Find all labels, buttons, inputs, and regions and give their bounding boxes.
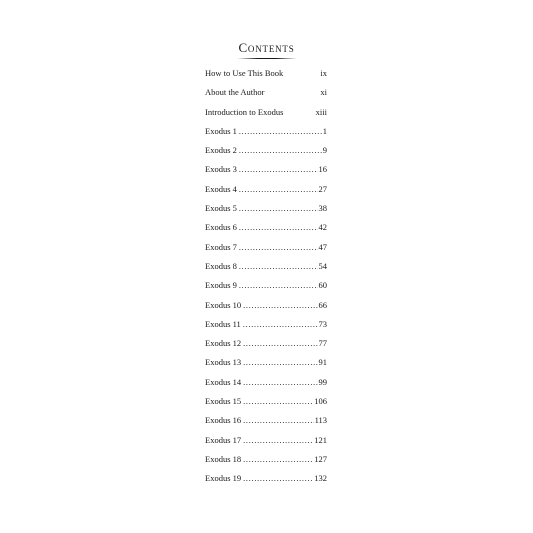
toc-entry-page-number: 77 (318, 338, 327, 349)
toc-entry (205, 68, 327, 87)
title-underline (237, 58, 297, 59)
toc-dot-leader (239, 165, 318, 175)
toc-entry-page-number: 38 (318, 203, 327, 214)
toc-dot-leader (239, 185, 318, 195)
toc-entry (205, 145, 327, 164)
toc-entry (205, 126, 327, 145)
toc-dot-leader (239, 262, 318, 272)
toc-entry-label: Exodus 9 (205, 280, 237, 291)
toc-dot-leader (243, 339, 317, 349)
toc-entry (205, 473, 327, 492)
toc-entry-label: Exodus 4 (205, 183, 237, 194)
toc-entry-page-number: 16 (318, 164, 327, 175)
toc-entry (205, 396, 327, 415)
toc-entry (205, 415, 327, 434)
toc-dot-leader (239, 243, 318, 253)
toc-entry-label: Exodus 12 (205, 338, 242, 349)
toc-entry-label: Exodus 3 (205, 164, 237, 175)
toc-entry (205, 87, 327, 106)
toc-entry-label: Exodus 16 (205, 415, 242, 426)
toc-dot-leader (239, 204, 318, 214)
toc-entry (205, 319, 327, 338)
toc-entry-page-number: 54 (318, 260, 327, 271)
toc-entry-label: Exodus 11 (205, 318, 241, 329)
toc-entry-label: Exodus 1 (205, 125, 237, 136)
toc-entry-page-number: 66 (318, 299, 327, 310)
toc-entry (205, 435, 327, 454)
toc-entry-page-number: 113 (314, 415, 327, 426)
toc-entry-label: Exodus 17 (205, 434, 242, 445)
toc-entry-label: Exodus 2 (205, 145, 237, 156)
toc-entry (205, 261, 327, 280)
toc-entry-label: Exodus 10 (205, 299, 242, 310)
toc-dot-leader (243, 416, 313, 426)
toc-dot-leader (243, 301, 317, 311)
toc-entry-label: Introduction to Exodus (205, 106, 284, 117)
toc-entry-page-number: xiii (315, 106, 327, 117)
toc-entry (205, 377, 327, 396)
toc-entry-page-number: 27 (318, 183, 327, 194)
toc-entry-label: How to Use This Book (205, 68, 284, 78)
toc-entry-page-number: 132 (314, 473, 327, 484)
toc-entry-page-number: 106 (314, 396, 327, 407)
toc-entry (205, 300, 327, 319)
toc-entry-label: Exodus 7 (205, 241, 237, 252)
toc-entry (205, 338, 327, 357)
toc-entry-page-number: ix (320, 68, 327, 78)
toc-entry-label: About the Author (205, 87, 265, 98)
toc-entry-page-number: 1 (322, 125, 327, 136)
toc-entry-page-number: 9 (322, 145, 327, 156)
toc-entry (205, 164, 327, 183)
toc-entry-label: Exodus 8 (205, 260, 237, 271)
toc-dot-leader (243, 455, 313, 465)
toc-entry (205, 242, 327, 261)
toc-entry-label: Exodus 19 (205, 473, 242, 484)
toc-entry-label: Exodus 6 (205, 222, 237, 233)
toc-entry (205, 184, 327, 203)
toc-entry-label: Exodus 5 (205, 203, 237, 214)
toc-entry-label: Exodus 13 (205, 357, 242, 368)
toc-entry-page-number: 121 (314, 434, 327, 445)
toc-entry (205, 357, 327, 376)
toc-dot-leader (243, 397, 313, 407)
toc-entry-page-number: 42 (318, 222, 327, 233)
toc-entry-label: Exodus 18 (205, 453, 242, 464)
toc-entry-page-number: 47 (318, 241, 327, 252)
toc-dot-leader (243, 320, 318, 330)
table-of-contents (205, 68, 327, 493)
toc-entry (205, 454, 327, 473)
toc-dot-leader (239, 146, 322, 156)
toc-entry-page-number: 60 (318, 280, 327, 291)
toc-entry-page-number: 99 (318, 376, 327, 387)
toc-dot-leader (239, 223, 318, 233)
toc-dot-leader (243, 474, 313, 484)
toc-entry-label: Exodus 15 (205, 396, 242, 407)
toc-entry (205, 280, 327, 299)
toc-entry-page-number: xi (320, 87, 327, 98)
toc-entry-page-number: 91 (318, 357, 327, 368)
toc-entry (205, 107, 327, 126)
toc-dot-leader (243, 378, 317, 388)
toc-dot-leader (243, 358, 317, 368)
page-title: Contents (238, 40, 295, 55)
toc-entry-page-number: 127 (314, 453, 327, 464)
toc-entry-page-number: 73 (318, 318, 327, 329)
toc-dot-leader (239, 127, 322, 137)
toc-entry (205, 203, 327, 222)
toc-dot-leader (243, 436, 313, 446)
toc-entry (205, 222, 327, 241)
toc-entry-label: Exodus 14 (205, 376, 242, 387)
toc-dot-leader (239, 281, 318, 291)
